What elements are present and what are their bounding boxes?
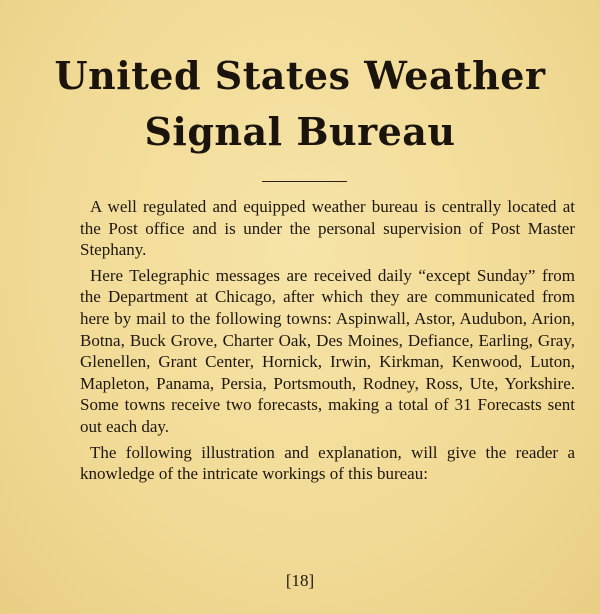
paragraph-1: A well regulated and equipped weather bureau is centrally located at the Post office and is under the personal supervision of Post Master Stephany. [80,197,575,260]
title-divider [262,181,347,182]
paragraph-2: Here Telegraphic messages are received daily “except Sunday” from the Department at Chicago, after which they are communicated from here by mail to the following towns: Aspinwall, Astor, Audubon, Arion, Botna, Buck Grove, Charter Oak, Des Moines, Defiance, Earling, Gray, Glenellen, Grant Center, Hornick, Irwin, Kirkman, Kenwood, Luton, Mapleton, Panama, Persia, Portsmouth, Rodney, Ross, Ute, Yorkshire. Some towns receive two forecasts, making a total of 31 Forecasts sent out each day. [80,265,575,436]
body-text [80,196,575,489]
page-title-line-1: United States Weather [54,53,546,98]
page-number: [18] [285,571,315,590]
page-title-line-2: Signal Bureau [144,109,456,154]
paragraph-3: The following illustration and explanation, will give the reader a knowledge of the intricate workings of this bureau: [80,442,575,484]
